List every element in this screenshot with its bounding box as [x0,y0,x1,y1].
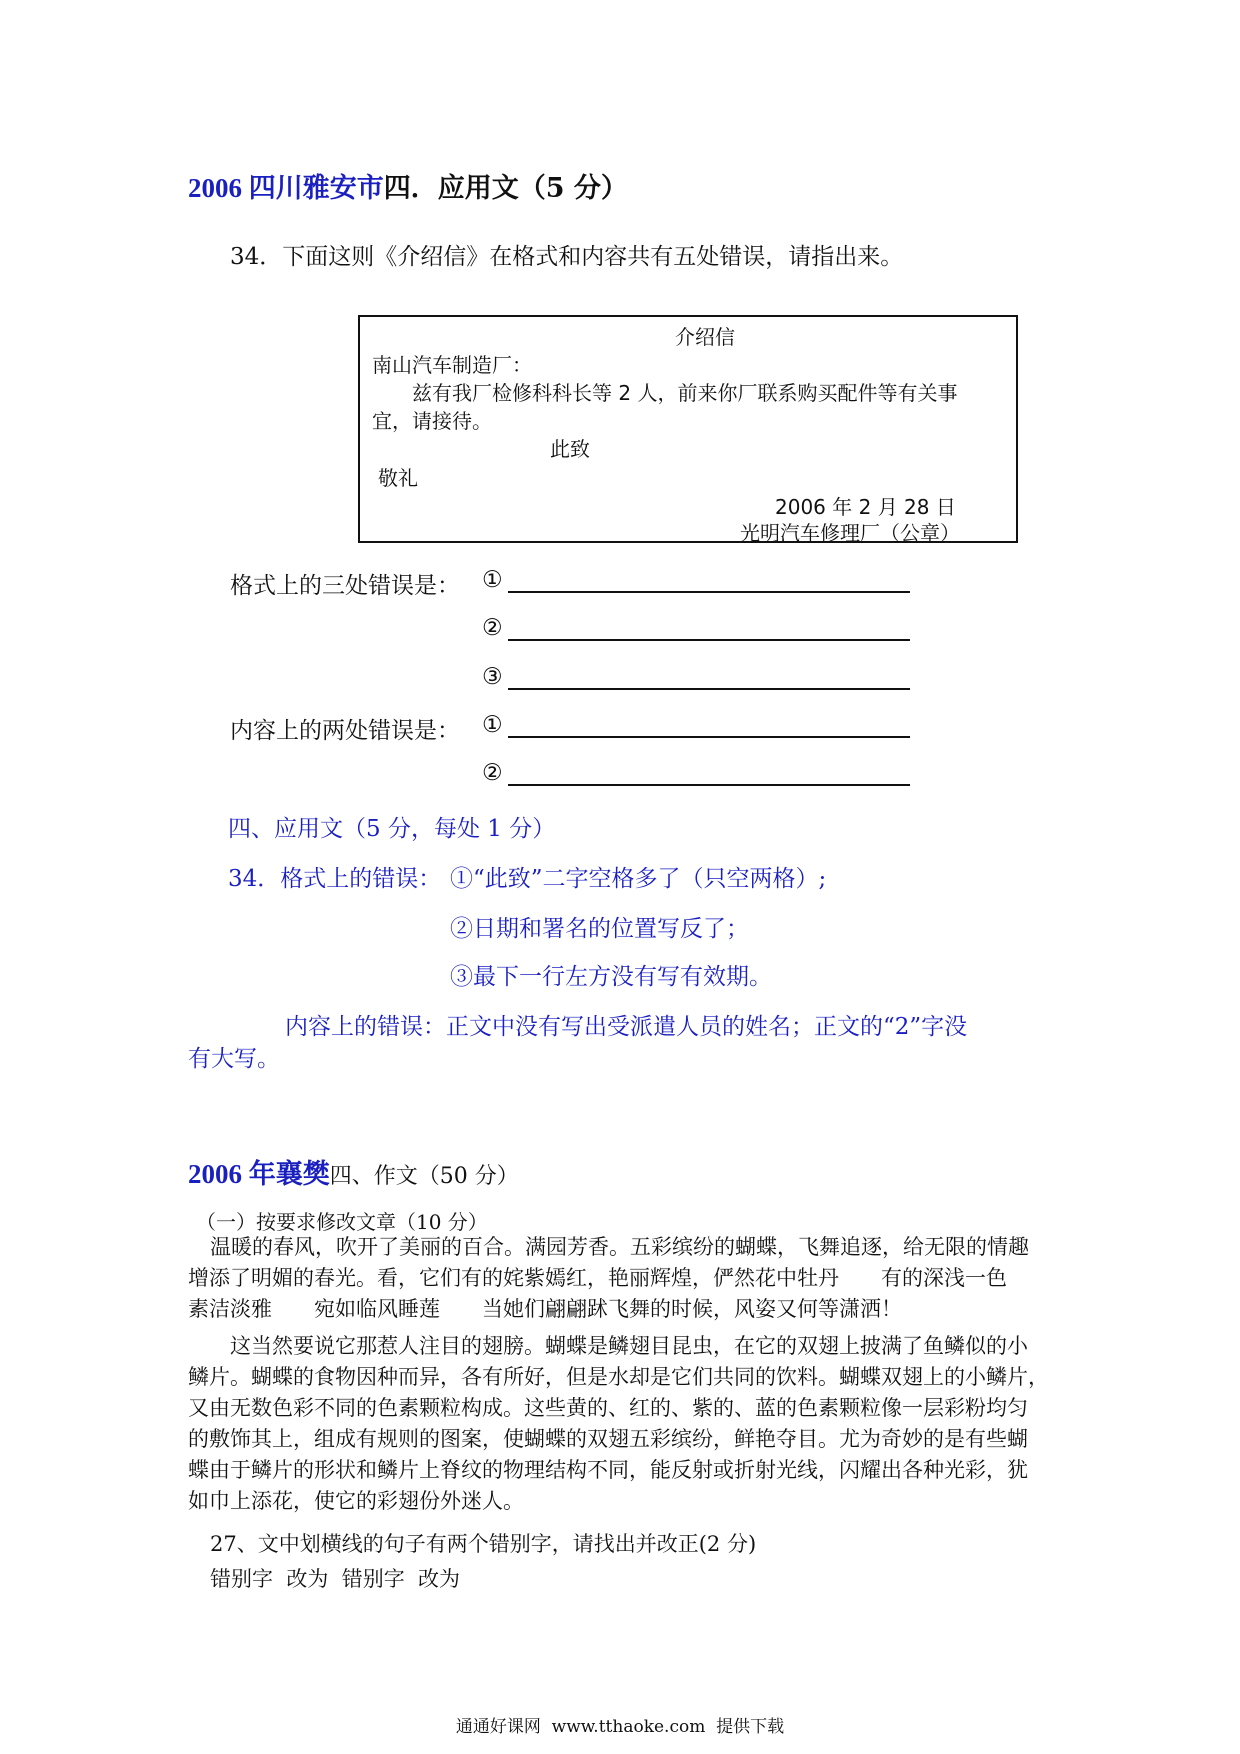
para-line: 鳞片。蝴蝶的食物因种而异，各有所好，但是水却是它们共同的饮料。蝴蝶双翅上的小鳞片， [188,1365,1049,1389]
question-34: 34．下面这则《介绍信》在格式和内容共有五处错误，请指出来。 [230,244,904,270]
answer-item-3: ③最下一行左方没有写有效期。 [450,964,772,990]
answer-heading: 四、应用文（5 分，每处 1 分） [228,816,556,842]
format-answer-blank-1[interactable] [508,591,910,593]
answer-content-line2: 有大写。 [188,1046,280,1072]
para-line: 素洁淡雅 宛如临风睡莲 当她们翩翩䟣飞舞的时候，风姿又何等潇洒！ [188,1297,902,1321]
section2-title [188,1152,519,1191]
format-answer-blank-3[interactable] [508,688,910,690]
letter-box [358,315,1018,543]
letter-closing2: 敬礼 [378,466,418,490]
letter-heading: 介绍信 [675,325,735,349]
para-line: 增添了明媚的春光。看，它们有的姹紫嫣红，艳丽辉煌，俨然花中牡丹 有的深浅一色 [188,1266,1007,1290]
format-answer-blank-2[interactable] [508,639,910,641]
format-marker-3: ③ [482,664,503,690]
letter-signature: 光明汽车修理厂（公章） [740,521,960,545]
para-line: 温暖的春风，吹开了美丽的百合。满园芳香。五彩缤纷的蝴蝶，飞舞追逐，给无限的情趣 [210,1235,1029,1259]
question-27-fill: 错别字 改为 错别字 改为 [210,1567,461,1591]
content-marker-1: ① [482,712,503,738]
content-marker-2: ② [482,760,503,786]
answer-item-2: ②日期和署名的位置写反了； [450,916,749,942]
letter-salutation: 南山汽车制造厂： [372,353,532,377]
content-errors-label: 内容上的两处错误是： [230,718,460,744]
content-answer-blank-2[interactable] [508,784,910,786]
content-answer-blank-1[interactable] [508,736,910,738]
para-line: 的敷饰其上，组成有规则的图案，使蝴蝶的双翅五彩缤纷，鲜艳夺目。尤为奇妙的是有些蝴 [188,1427,1028,1451]
format-errors-label: 格式上的三处错误是： [230,573,460,599]
answer-line1-prefix: 34．格式上的错误： [228,866,442,892]
para-line: 又由无数色彩不同的色素颗粒构成。这些黄的、红的、紫的、蓝的色素颗粒像一层彩粉均匀 [188,1396,1028,1420]
section2-title-year: 2006 年襄樊 [188,1159,330,1189]
page-footer: 通通好课网 www.tthaoke.com 提供下载 [455,1717,785,1737]
format-marker-1: ① [482,567,503,593]
letter-date: 2006 年 2 月 28 日 [775,495,956,519]
letter-closing1: 此致 [550,437,590,461]
para-line: 这当然要说它那惹人注目的翅膀。蝴蝶是鳞翅目昆虫，在它的双翅上披满了鱼鳞似的小 [188,1334,1028,1358]
section2-subheading: （一）按要求修改文章（10 分） [196,1210,488,1234]
para-line: 蝶由于鳞片的形状和鳞片上脊纹的物理结构不同，能反射或折射光线，闪耀出各种光彩，犹 [188,1458,1028,1482]
answer-item-1: ①“此致”二字空格多了（只空两格）; [450,866,827,892]
section1-title-year: 2006 四川雅安市 [188,173,384,203]
para-line: 如巾上添花，使它的彩翅份外迷人。 [188,1489,524,1513]
question-27: 27、文中划横线的句子有两个错别字，请找出并改正(2 分) [210,1532,757,1556]
letter-body-line1: 兹有我厂检修科科长等 2 人，前来你厂联系购买配件等有关事 [412,381,958,405]
answer-content-line1: 内容上的错误：正文中没有写出受派遣人员的姓名；正文的“2”字没 [285,1014,968,1040]
section1-title [188,166,628,205]
format-marker-2: ② [482,615,503,641]
section2-title-rest: 四、作文（50 分） [329,1164,519,1189]
letter-body-line2: 宜，请接待。 [372,409,492,433]
section1-title-rest: 四．应用文（5 分） [383,173,628,204]
